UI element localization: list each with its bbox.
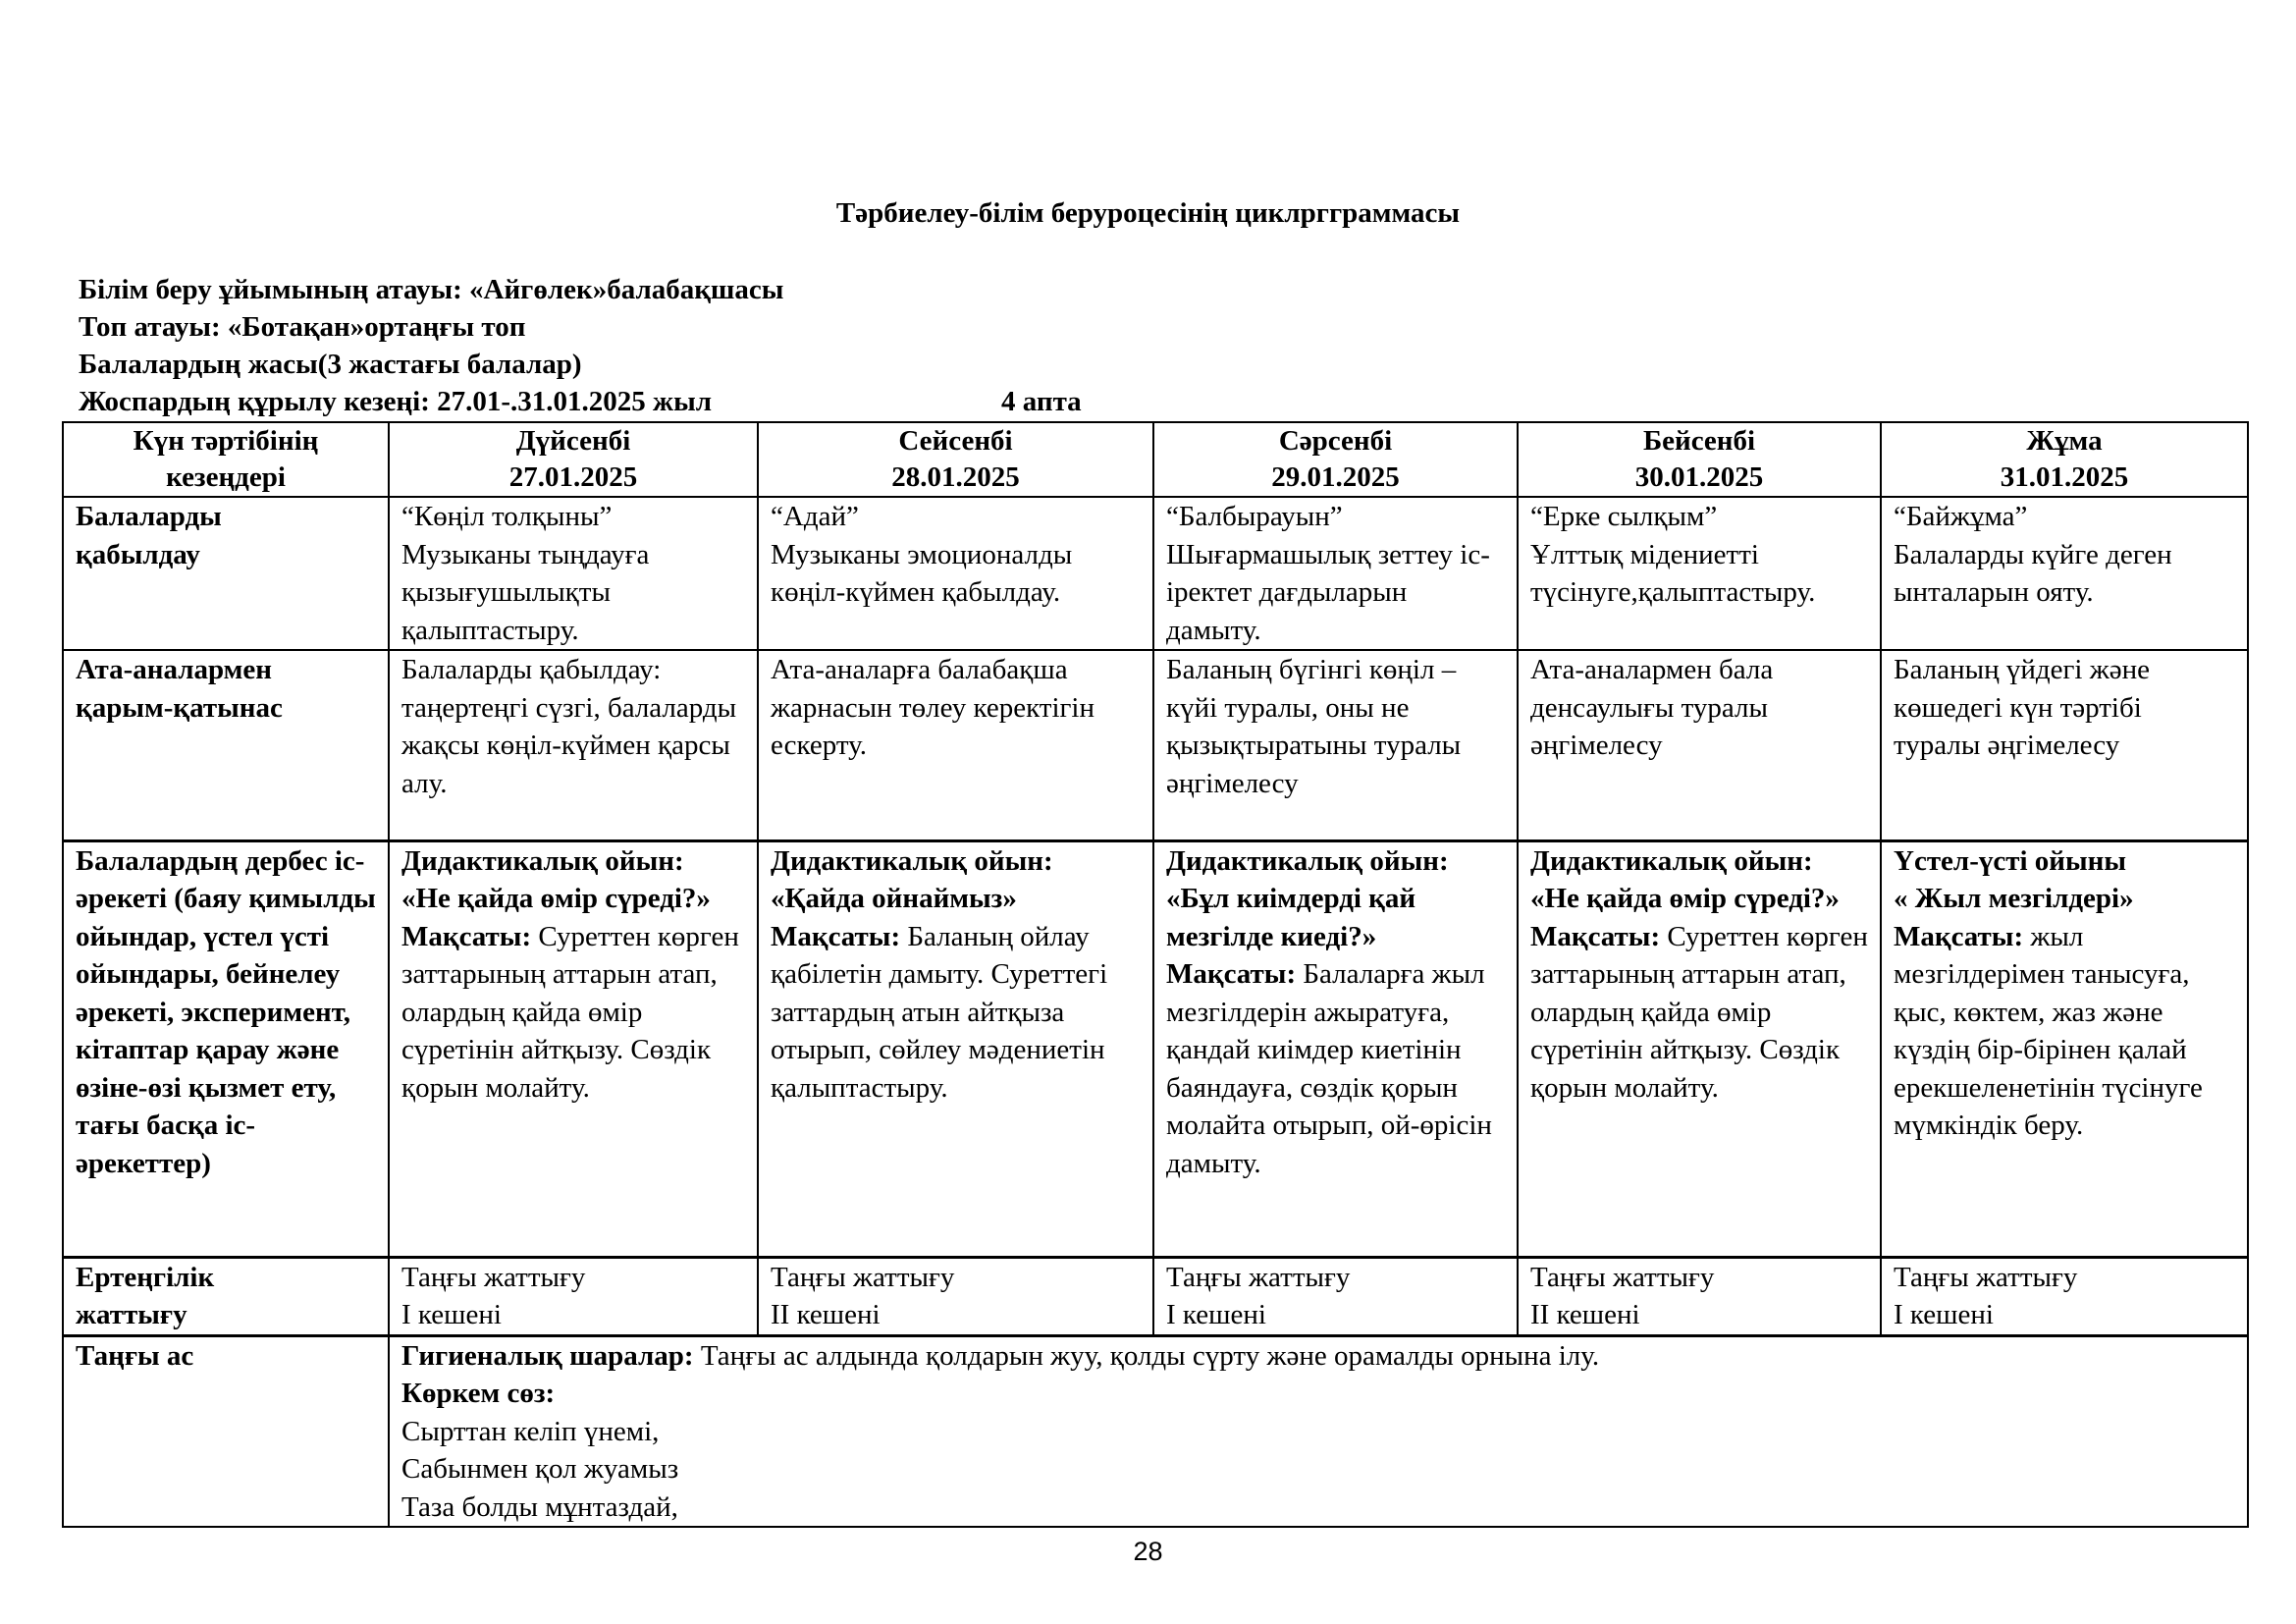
header-stage: Күн тәртібінің кезеңдері xyxy=(63,422,389,497)
breakfast-cell xyxy=(389,1335,2248,1527)
activity-cell xyxy=(758,840,1153,1257)
header-day-friday xyxy=(1881,422,2248,497)
reception-cell: “Ерке сылқым” Ұлттық мідениетті түсінуге,қалыптастыру. xyxy=(1518,497,1881,650)
parents-cell: Баланың үйдегі және көшедегі күн тәртібі туралы әңгімелесу xyxy=(1881,650,2248,840)
goal-label: Мақсаты: xyxy=(1894,920,2024,952)
day-date: 28.01.2025 xyxy=(891,461,1020,493)
exercise-cell: Таңғы жаттығу ІІ кешені xyxy=(758,1257,1153,1335)
plan-period xyxy=(79,383,1082,420)
game-type: Үстел-үсті ойыны xyxy=(1894,844,2126,877)
table-row-exercise xyxy=(63,1257,2248,1335)
game-type: Дидактикалық ойын: xyxy=(1166,844,1449,877)
table-header-row xyxy=(63,422,2248,497)
game-title: «Бұл киімдерді қай мезгілде киеді?» xyxy=(1166,883,1416,952)
game-type: Дидактикалық ойын: xyxy=(401,844,684,877)
stage-reception: Балаларды қабылдау xyxy=(63,497,389,650)
stage-parents: Ата-аналармен қарым-қатынас xyxy=(63,650,389,840)
stage-breakfast: Таңғы ас xyxy=(63,1335,389,1527)
game-title: « Жыл мезгілдері» xyxy=(1894,883,2134,914)
table-row-breakfast xyxy=(63,1335,2248,1527)
day-date: 31.01.2025 xyxy=(2000,461,2129,493)
document-info xyxy=(79,271,1082,420)
goal-text: Суреттен көрген заттарының аттарын атап, олардың қайда өмір сүретінін айтқызу. Сөздік қорын молайту. xyxy=(401,920,739,1104)
day-date: 27.01.2025 xyxy=(508,461,638,493)
game-title: «Қайда ойнаймыз» xyxy=(771,883,1017,914)
cyclogram-table xyxy=(62,421,2249,1528)
table-row-reception xyxy=(63,497,2248,650)
day-name: Сәрсенбі xyxy=(1278,425,1393,457)
goal-text: Баланың ойлау қабілетін дамыту. Суреттегі заттардың атын айтқыза отырып, сөйлеу мәдениетін қалыптастыру. xyxy=(771,920,1108,1104)
reception-cell: “Адай” Музыканы эмоционалды көңіл-күймен қабылдау. xyxy=(758,497,1153,650)
poem-line: Таза болды мұнтаздай, xyxy=(401,1490,678,1523)
stage-exercise: Ертеңгілік жаттығу xyxy=(63,1257,389,1335)
header-day-monday xyxy=(389,422,758,497)
reception-cell: “Балбырауын” Шығармашылық зеттеу іс-іректет дағдыларын дамыту. xyxy=(1153,497,1518,650)
exercise-cell: Таңғы жаттығу І кешені xyxy=(1881,1257,2248,1335)
poem-line: Сабынмен қол жуамыз xyxy=(401,1453,679,1485)
activity-cell xyxy=(1153,840,1518,1257)
parents-cell: Баланың бүгінгі көңіл – күйі туралы, оны не қызықтыратыны туралы әңгімелесу xyxy=(1153,650,1518,840)
hygiene-label: Гигиеналық шаралар: xyxy=(401,1339,694,1372)
parents-cell: Балаларды қабылдау: таңертеңгі сүзгі, балаларды жақсы көңіл-күймен қарсы алу. xyxy=(389,650,758,840)
group-name: Топ атауы: «Ботақан»ортаңғы топ xyxy=(79,311,526,343)
day-name: Бейсенбі xyxy=(1642,425,1756,457)
exercise-cell: Таңғы жаттығу І кешені xyxy=(389,1257,758,1335)
goal-label: Мақсаты: xyxy=(1530,920,1661,952)
poem-label: Көркем сөз: xyxy=(401,1378,556,1409)
activity-cell xyxy=(1518,840,1881,1257)
day-name: Дүйсенбі xyxy=(515,425,631,457)
page-number: 28 xyxy=(1133,1537,1163,1566)
hygiene-text: Таңғы ас алдында қолдарын жуу, қолды сүрту және орамалды орнына ілу. xyxy=(693,1339,1600,1372)
goal-text: Суреттен көрген заттарының аттарын атап, олардың қайда өмір сүретінін айтқызу. Сөздік қорын молайту. xyxy=(1530,920,1868,1104)
goal-text: жыл мезгілдерімен танысуға, қыс, көктем, жаз және күздің бір-бірінен қалай ерекшеленетінін түсінуге мүмкіндік беру. xyxy=(1894,920,2203,1141)
plan-week: 4 апта xyxy=(1001,386,1082,417)
header-day-thursday xyxy=(1518,422,1881,497)
day-name: Жұма xyxy=(2026,425,2103,457)
game-type: Дидактикалық ойын: xyxy=(771,844,1053,877)
document-title: Тәрбиелеу-білім беруроцесінің циклргграммасы xyxy=(835,197,1461,229)
poem-line: Сырттан келіп үнемі, xyxy=(401,1415,660,1447)
goal-text: Балаларға жыл мезгілдерін ажыратуға, қандай киімдер киетінін баяндауға, сөздік қорын молайта отырып, ой-өрісін дамыту. xyxy=(1166,958,1492,1179)
organization-name: Білім беру ұйымының атауы: «Айгөлек»балабақшасы xyxy=(79,274,784,305)
goal-label: Мақсаты: xyxy=(1166,958,1297,990)
game-type: Дидактикалық ойын: xyxy=(1530,844,1813,877)
reception-cell: “Көңіл толқыны” Музыканы тыңдауға қызығушылықты қалыптастыру. xyxy=(389,497,758,650)
game-title: «Не қайда өмір сүреді?» xyxy=(401,883,711,914)
activity-cell xyxy=(1881,840,2248,1257)
day-date: 29.01.2025 xyxy=(1271,461,1400,493)
children-age: Балалардың жасы(3 жастағы балалар) xyxy=(79,349,582,380)
header-day-wednesday xyxy=(1153,422,1518,497)
reception-cell: “Байжұма” Балаларды күйге деген ынталарын ояту. xyxy=(1881,497,2248,650)
day-date: 30.01.2025 xyxy=(1634,461,1764,493)
parents-cell: Ата-аналармен бала денсаулығы туралы әңгімелесу xyxy=(1518,650,1881,840)
activity-cell xyxy=(389,840,758,1257)
parents-cell: Ата-аналарға балабақша жарнасын төлеу керектігін ескерту. xyxy=(758,650,1153,840)
exercise-cell: Таңғы жаттығу ІІ кешені xyxy=(1518,1257,1881,1335)
table-row-activity xyxy=(63,840,2248,1257)
goal-label: Мақсаты: xyxy=(771,920,901,952)
exercise-cell: Таңғы жаттығу І кешені xyxy=(1153,1257,1518,1335)
stage-activity: Балалардың дербес іс-әрекеті (баяу қимылды ойындар, үстел үсті ойындары, бейнелеу әрекеті, эксперимент, кітаптар қарау және өзіне-өзі қызмет ету, тағы басқа іс-әрекеттер) xyxy=(63,840,389,1257)
table-row-parents xyxy=(63,650,2248,840)
goal-label: Мақсаты: xyxy=(401,920,532,952)
plan-period-text: Жоспардың құрылу кезеңі: 27.01-.31.01.2025 жыл xyxy=(79,386,712,417)
game-title: «Не қайда өмір сүреді?» xyxy=(1530,883,1840,914)
day-name: Сейсенбі xyxy=(898,425,1013,457)
header-day-tuesday xyxy=(758,422,1153,497)
